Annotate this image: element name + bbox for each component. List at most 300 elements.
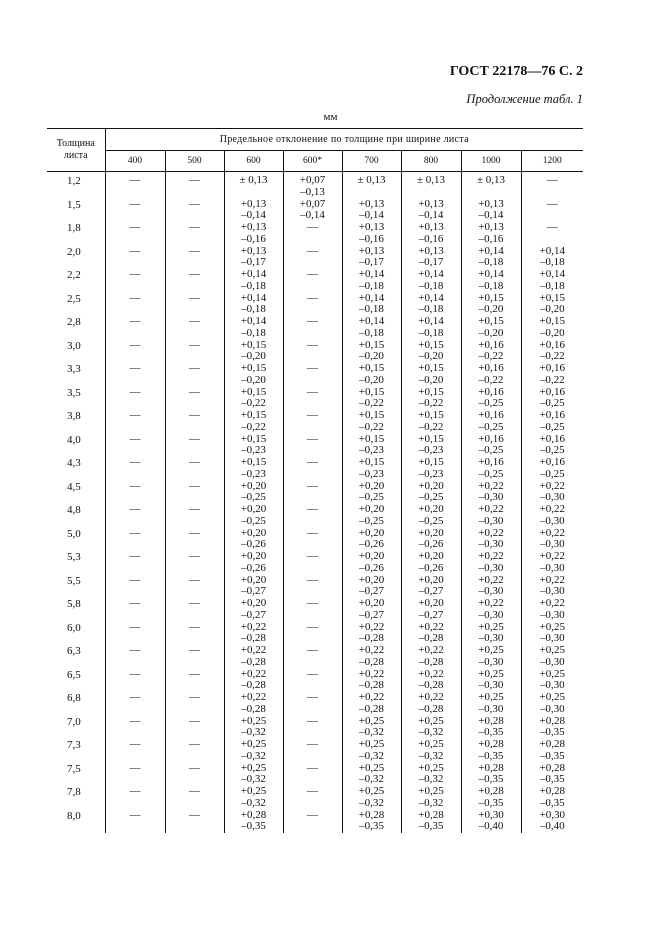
- tolerance-value: ± 0,13: [416, 174, 446, 186]
- tolerance-value: —: [307, 550, 318, 562]
- cell-600-star: [283, 387, 342, 411]
- tolerance-value: +0,14: [539, 244, 565, 257]
- cell-800: [401, 457, 461, 481]
- table-row: [47, 172, 583, 199]
- cell-700: [342, 598, 401, 622]
- tolerance-value: +0,30: [478, 808, 504, 821]
- tolerance-value: —: [546, 174, 558, 186]
- tolerance-value: +0,15: [240, 409, 267, 421]
- cell-400: [105, 316, 165, 340]
- tolerance-value: –0,26: [241, 561, 266, 574]
- tolerance-value: –0,25: [241, 491, 266, 503]
- tolerance-value: +0,22: [240, 667, 267, 680]
- tolerance-value: –0,18: [241, 303, 266, 315]
- cell-1000: [461, 551, 521, 575]
- tolerance-value: —: [307, 785, 318, 797]
- thickness-cell: 6,3: [67, 645, 81, 657]
- tolerance-value: –0,16: [478, 232, 504, 245]
- cell-800: [401, 316, 461, 340]
- tolerance-value: ± 0,13: [239, 174, 268, 186]
- table-row: [47, 763, 583, 787]
- cell-500: [165, 692, 224, 716]
- cell-400: [105, 246, 165, 270]
- thickness-cell: 6,0: [67, 621, 81, 634]
- tolerance-value: –0,18: [539, 256, 565, 268]
- cell-800: [401, 340, 461, 364]
- tolerance-value: –0,30: [478, 585, 504, 597]
- tolerance-value: –0,30: [478, 679, 504, 691]
- tolerance-value: +0,20: [418, 526, 444, 539]
- tolerance-value: +0,13: [358, 221, 385, 233]
- cell-700: [342, 669, 401, 693]
- tolerance-value: –0,22: [241, 420, 266, 433]
- tolerance-value: +0,15: [358, 456, 385, 468]
- tolerance-value: –0,35: [478, 726, 504, 738]
- cell-600-star: [283, 598, 342, 622]
- tolerance-value: +0,16: [539, 456, 565, 468]
- cell-700: [342, 222, 401, 246]
- cell-1000: [461, 363, 521, 387]
- cell-700: [342, 457, 401, 481]
- cell-400: [105, 598, 165, 622]
- cell-700: [342, 504, 401, 528]
- table-row: [47, 810, 583, 834]
- tolerance-value: –0,13: [300, 185, 325, 198]
- tolerance-value: +0,20: [358, 550, 385, 562]
- cell-600: [224, 763, 283, 787]
- tolerance-value: –0,28: [418, 655, 444, 668]
- tolerance-value: +0,22: [358, 691, 385, 703]
- tolerance-value: —: [129, 362, 141, 374]
- tolerance-value: –0,14: [478, 209, 504, 221]
- cell-1200: [521, 786, 583, 810]
- tolerance-value: +0,28: [478, 738, 504, 750]
- tolerance-value: —: [129, 338, 141, 351]
- cell-600: [224, 716, 283, 740]
- tolerance-value: –0,22: [359, 420, 384, 433]
- cell-600-star: [283, 528, 342, 552]
- tolerance-value: —: [307, 338, 318, 351]
- tolerance-value: –0,23: [418, 467, 444, 480]
- cell-1000: [461, 222, 521, 246]
- tolerance-value: —: [129, 409, 141, 421]
- tolerance-value: —: [307, 244, 318, 257]
- thickness-cell: 5,8: [67, 598, 81, 610]
- cell-700: [342, 481, 401, 505]
- cell-1000: [461, 434, 521, 458]
- tolerance-value: —: [307, 432, 318, 445]
- cell-400: [105, 622, 165, 646]
- tolerance-value: –0,27: [418, 608, 444, 621]
- tolerance-value: –0,32: [418, 773, 444, 785]
- cell-1200: [521, 434, 583, 458]
- table-row: [47, 363, 583, 387]
- tolerance-value: –0,32: [418, 749, 444, 762]
- cell-1000: [461, 199, 521, 223]
- thickness-cell: 5,0: [67, 527, 81, 540]
- cell-700: [342, 575, 401, 599]
- tolerance-value: —: [546, 197, 558, 210]
- tolerance-value: —: [129, 221, 141, 233]
- tolerance-value: –0,32: [241, 796, 266, 809]
- tolerance-value: –0,35: [478, 773, 504, 785]
- cell-800: [401, 269, 461, 293]
- tolerance-value: –0,26: [241, 538, 266, 550]
- thickness-cell: 5,5: [67, 574, 81, 587]
- tolerance-value: +0,07: [299, 197, 326, 210]
- thickness-cell: 7,0: [67, 715, 81, 728]
- tolerance-value: +0,28: [539, 761, 565, 774]
- tolerance-value: —: [189, 550, 200, 562]
- thickness-cell: 3,5: [67, 386, 81, 399]
- cell-400: [105, 222, 165, 246]
- tolerance-value: +0,13: [358, 197, 385, 210]
- cell-800: [401, 172, 461, 199]
- tolerance-value: —: [307, 597, 318, 609]
- thickness-cell: 4,5: [67, 480, 81, 493]
- cell-600: [224, 269, 283, 293]
- tolerance-value: —: [189, 174, 200, 186]
- tolerance-value: –0,28: [359, 702, 384, 715]
- tolerance-value: —: [189, 644, 200, 656]
- cell-1200: [521, 551, 583, 575]
- cell-800: [401, 551, 461, 575]
- cell-600-star: [283, 363, 342, 387]
- thickness-cell: 3,3: [67, 363, 81, 375]
- tolerance-value: —: [307, 808, 318, 821]
- tolerance-value: —: [129, 479, 141, 492]
- tolerance-value: +0,13: [240, 197, 267, 210]
- tolerance-value: —: [189, 503, 200, 515]
- cell-500: [165, 199, 224, 223]
- tolerance-value: –0,18: [359, 303, 384, 315]
- cell-500: [165, 645, 224, 669]
- cell-1000: [461, 269, 521, 293]
- cell-500: [165, 504, 224, 528]
- tolerance-value: +0,14: [358, 291, 385, 304]
- tolerance-value: +0,20: [240, 550, 267, 562]
- tolerance-value: +0,22: [539, 479, 565, 492]
- table-row: [47, 716, 583, 740]
- tolerance-value: +0,22: [539, 550, 565, 562]
- cell-400: [105, 810, 165, 834]
- cell-1000: [461, 692, 521, 716]
- cell-500: [165, 293, 224, 317]
- tolerance-value: –0,27: [359, 585, 384, 597]
- tolerance-value: +0,28: [478, 761, 504, 774]
- tolerance-value: –0,25: [418, 491, 444, 503]
- tolerance-value: +0,20: [418, 503, 444, 515]
- tolerance-value: +0,16: [539, 385, 565, 398]
- cell-600: [224, 645, 283, 669]
- tolerance-value: —: [129, 785, 141, 797]
- tolerance-value: +0,16: [539, 432, 565, 445]
- tolerance-value: —: [307, 691, 318, 703]
- cell-700: [342, 622, 401, 646]
- cell-400: [105, 172, 165, 199]
- table-row: [47, 692, 583, 716]
- cell-700: [342, 645, 401, 669]
- tolerance-value: –0,22: [478, 373, 504, 386]
- cell-1200: [521, 622, 583, 646]
- cell-600: [224, 340, 283, 364]
- tolerance-value: —: [129, 315, 141, 327]
- tolerance-value: —: [307, 644, 318, 656]
- thickness-cell: 1,8: [67, 222, 81, 234]
- tolerance-value: +0,25: [418, 785, 444, 797]
- cell-600-star: [283, 739, 342, 763]
- tolerance-value: —: [307, 268, 318, 280]
- tolerance-value: +0,30: [539, 808, 565, 821]
- tolerance-value: +0,22: [418, 620, 444, 633]
- tolerance-value: +0,20: [240, 479, 267, 492]
- tolerance-value: –0,28: [241, 655, 266, 668]
- table-row: [47, 340, 583, 364]
- cell-700: [342, 434, 401, 458]
- tolerance-value: –0,35: [241, 820, 266, 832]
- tolerance-value: –0,18: [418, 303, 444, 315]
- tolerance-value: –0,14: [418, 209, 444, 221]
- cell-1000: [461, 669, 521, 693]
- tolerance-value: —: [307, 573, 318, 586]
- tolerance-value: —: [189, 385, 200, 398]
- cell-1200: [521, 387, 583, 411]
- tolerance-value: –0,22: [418, 397, 444, 409]
- cell-600: [224, 692, 283, 716]
- tolerance-value: —: [189, 291, 200, 304]
- cell-600: [224, 410, 283, 434]
- tolerance-value: –0,23: [241, 444, 266, 456]
- tolerance-value: –0,26: [359, 538, 384, 550]
- cell-700: [342, 199, 401, 223]
- cell-700: [342, 269, 401, 293]
- cell-600: [224, 669, 283, 693]
- cell-600: [224, 172, 283, 199]
- cell-700: [342, 810, 401, 834]
- cell-400: [105, 387, 165, 411]
- tolerance-value: –0,30: [539, 679, 565, 691]
- tolerance-value: –0,16: [418, 232, 444, 245]
- tolerance-value: +0,22: [240, 620, 267, 633]
- tolerance-value: —: [129, 761, 141, 774]
- tolerance-value: +0,15: [418, 338, 444, 351]
- cell-1200: [521, 481, 583, 505]
- cell-1200: [521, 316, 583, 340]
- cell-600-star: [283, 645, 342, 669]
- tolerance-value: +0,15: [358, 362, 385, 374]
- thickness-cell: 1,5: [67, 198, 81, 211]
- cell-1000: [461, 293, 521, 317]
- tolerance-value: —: [307, 221, 318, 233]
- tolerance-value: +0,25: [358, 785, 385, 797]
- tolerance-value: +0,14: [418, 315, 444, 327]
- cell-800: [401, 222, 461, 246]
- cell-700: [342, 528, 401, 552]
- tolerance-value: +0,22: [539, 503, 565, 515]
- tolerance-value: –0,35: [478, 796, 504, 809]
- tolerance-value: +0,25: [478, 667, 504, 680]
- tolerance-value: –0,25: [359, 491, 384, 503]
- cell-700: [342, 692, 401, 716]
- tolerance-value: –0,28: [359, 679, 384, 691]
- tolerance-value: +0,07: [299, 174, 326, 186]
- tolerance-value: –0,28: [359, 655, 384, 668]
- cell-400: [105, 692, 165, 716]
- tolerance-value: –0,26: [359, 561, 384, 574]
- cell-400: [105, 481, 165, 505]
- tolerance-value: +0,22: [478, 597, 504, 609]
- tolerance-value: +0,13: [478, 221, 504, 233]
- cell-700: [342, 739, 401, 763]
- tolerance-value: —: [189, 409, 200, 421]
- thickness-cell: 6,8: [67, 692, 81, 704]
- cell-600: [224, 810, 283, 834]
- tolerance-value: +0,28: [240, 808, 267, 821]
- cell-600: [224, 316, 283, 340]
- table-row: [47, 316, 583, 340]
- tolerance-value: +0,25: [539, 667, 565, 680]
- cell-500: [165, 363, 224, 387]
- tolerance-value: +0,22: [478, 573, 504, 586]
- cell-600: [224, 575, 283, 599]
- tolerance-value: +0,20: [358, 526, 385, 539]
- tolerance-value: +0,14: [240, 291, 267, 304]
- table-row: [47, 551, 583, 575]
- cell-500: [165, 739, 224, 763]
- tolerance-value: –0,18: [478, 279, 504, 292]
- cell-600: [224, 622, 283, 646]
- tolerance-value: –0,30: [539, 538, 565, 550]
- tolerance-value: +0,16: [539, 409, 565, 421]
- tolerance-value: —: [307, 291, 318, 304]
- tolerance-value: —: [189, 432, 200, 445]
- tolerance-value: –0,30: [539, 632, 565, 644]
- tolerance-value: –0,23: [418, 444, 444, 456]
- tolerance-value: –0,20: [478, 303, 504, 315]
- cell-600: [224, 504, 283, 528]
- thickness-cell: 7,5: [67, 762, 81, 775]
- tolerance-value: –0,22: [539, 350, 565, 362]
- cell-1200: [521, 504, 583, 528]
- cell-400: [105, 199, 165, 223]
- cell-1200: [521, 645, 583, 669]
- tolerance-value: –0,30: [478, 491, 504, 503]
- cell-400: [105, 457, 165, 481]
- tolerance-value: +0,22: [358, 644, 385, 656]
- width-header-700: 700: [342, 151, 401, 172]
- tolerance-value: –0,25: [478, 397, 504, 409]
- tolerance-value: +0,22: [418, 667, 444, 680]
- tolerance-value: –0,20: [241, 373, 266, 386]
- width-header-600-star: 600*: [283, 151, 342, 172]
- tolerance-value: +0,15: [539, 291, 565, 304]
- tolerance-value: +0,15: [358, 385, 385, 398]
- tolerance-value: —: [307, 738, 318, 750]
- cell-600-star: [283, 669, 342, 693]
- cell-1000: [461, 716, 521, 740]
- cell-500: [165, 172, 224, 199]
- tolerance-value: +0,15: [240, 385, 267, 398]
- cell-500: [165, 598, 224, 622]
- cell-800: [401, 504, 461, 528]
- tolerance-value: +0,28: [539, 738, 565, 750]
- tolerance-value: –0,23: [359, 467, 384, 480]
- tolerance-value: +0,22: [358, 620, 385, 633]
- tolerance-value: –0,20: [418, 350, 444, 362]
- cell-700: [342, 293, 401, 317]
- tolerance-value: –0,35: [539, 773, 565, 785]
- tolerance-value: —: [189, 761, 200, 774]
- tolerance-value: +0,14: [358, 315, 385, 327]
- cell-800: [401, 481, 461, 505]
- tolerance-value: –0,20: [478, 326, 504, 339]
- cell-1200: [521, 363, 583, 387]
- tolerance-value: –0,18: [359, 279, 384, 292]
- tolerance-value: +0,14: [418, 291, 444, 304]
- tolerance-value: –0,26: [418, 538, 444, 550]
- tolerance-value: —: [129, 597, 141, 609]
- tolerance-value: –0,14: [359, 209, 384, 221]
- tolerance-value: —: [129, 174, 141, 186]
- tolerance-value: —: [129, 691, 141, 703]
- tolerance-value: +0,16: [478, 456, 504, 468]
- cell-600-star: [283, 810, 342, 834]
- tolerance-value: +0,16: [478, 385, 504, 398]
- tolerance-value: +0,20: [240, 597, 267, 609]
- tolerance-value: –0,22: [359, 397, 384, 409]
- width-header-1000: 1000: [461, 151, 521, 172]
- cell-1200: [521, 739, 583, 763]
- cell-400: [105, 528, 165, 552]
- cell-400: [105, 786, 165, 810]
- tolerance-value: +0,28: [539, 714, 565, 727]
- tolerance-value: –0,27: [241, 608, 266, 621]
- tolerance-value: —: [307, 667, 318, 680]
- cell-800: [401, 622, 461, 646]
- tolerance-value: +0,25: [478, 644, 504, 656]
- tolerance-value: +0,22: [240, 644, 267, 656]
- tolerance-value: –0,25: [418, 514, 444, 527]
- page-header: ГОСТ 22178—76 С. 2: [449, 64, 583, 79]
- cell-600-star: [283, 481, 342, 505]
- tolerance-value: +0,15: [240, 362, 267, 374]
- tolerance-value: –0,25: [539, 467, 565, 480]
- tolerance-value: —: [189, 268, 200, 280]
- table-row: [47, 504, 583, 528]
- cell-800: [401, 434, 461, 458]
- cell-700: [342, 716, 401, 740]
- tolerance-value: –0,18: [418, 326, 444, 339]
- tolerance-value: –0,23: [359, 444, 384, 456]
- cell-400: [105, 293, 165, 317]
- cell-800: [401, 528, 461, 552]
- tolerance-value: —: [189, 785, 200, 797]
- tolerance-value: –0,17: [418, 256, 444, 268]
- tolerance-value: —: [307, 385, 318, 398]
- tolerance-value: +0,14: [418, 268, 444, 280]
- tolerance-value: –0,32: [418, 796, 444, 809]
- tolerance-value: –0,23: [241, 467, 266, 480]
- cell-700: [342, 246, 401, 270]
- tolerance-value: –0,27: [359, 608, 384, 621]
- tolerance-value: —: [129, 291, 141, 304]
- tolerance-value: —: [189, 597, 200, 609]
- tolerance-value: +0,20: [418, 597, 444, 609]
- tolerance-value: +0,13: [418, 221, 444, 233]
- cell-600: [224, 387, 283, 411]
- cell-1000: [461, 645, 521, 669]
- tolerance-value: +0,20: [418, 479, 444, 492]
